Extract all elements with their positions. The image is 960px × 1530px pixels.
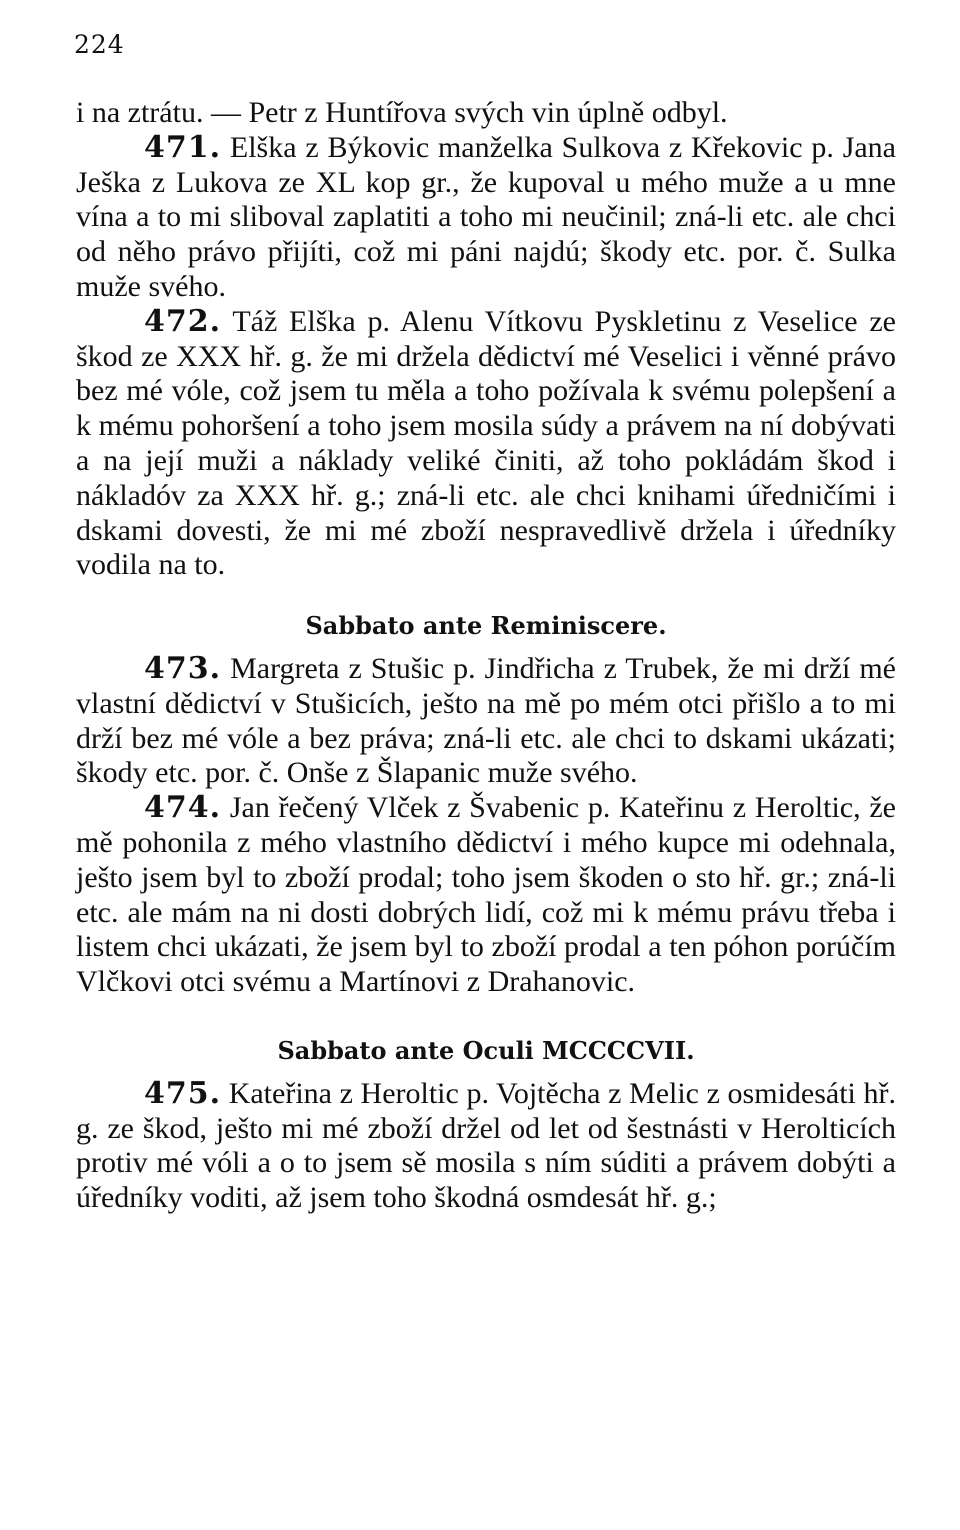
entry-text: Margreta z Stušic p. Jindřicha z Trubek, že mi drží mé vlastní dědictví v Stušicích, ješto na mě po mém otci přišlo a to mi drží bez mé vóle a bez práva; zná-li etc. ale chci to dskami ukázati; škody etc. por. č. Onše z Šlapanic muže svého. — [76, 651, 896, 790]
entry-475 — [76, 1077, 896, 1216]
entry-number: 474. — [144, 790, 222, 826]
entry-text: Jan řečený Vlček z Švabenic p. Kateřinu z Heroltic, že mě pohonila z mého vlastního dědictví i mého kupce mi odehnala, ješto jsem byl to zboží prodal; toho jsem škoden o sto hř. gr.; zná-li etc. ale mám na ni dosti dobrých lidí, což mi k mému právu třeba i listem chci ukázati, že jsem byl to zboží prodal a ten póhon porúčím Vlčkovi otci svému a Martínovi z Drahanovic. — [76, 791, 896, 999]
paragraph-text: i na ztrátu. — Petr z Huntířova svých vin úplně odbyl. — [76, 96, 728, 129]
document-body — [76, 96, 896, 1216]
page-number: 224 — [74, 30, 125, 59]
entry-text: Táž Elška p. Alenu Vítkovu Pyskletinu z Veselice ze škod ze XXX hř. g. že mi držela dědictví mé Veselici i věnné právo bez mé vóle, což jsem tu měla a toho požívala k svému polepšení a k mému pohoršení a toho jsem mosila súdy a právem na ní dobývati a na její muži a náklady veliké činiti, až toho pokládám škod i nákladóv za XXX hř. g.; zná-li etc. ale chci knihami úředničími i dskami dovesti, že mi mé zboží nespravedlivě držela i úředníky vodila na to. — [76, 304, 896, 582]
entry-471 — [76, 131, 896, 305]
entry-text: Elška z Býkovic manželka Sulkova z Křekovic p. Jana Ješka z Lukova ze XL kop gr., že kupoval u mého muže a u mne vína a to mi sliboval zaplatiti a toho mi neučinil; zná-li etc. ale chci od něho právo přijíti, což mi páni najdú; škody etc. por. č. Sulka muže svého. — [76, 130, 896, 303]
entry-473 — [76, 652, 896, 791]
entry-472 — [76, 305, 896, 583]
entry-number: 472. — [144, 303, 222, 339]
entry-number: 475. — [144, 1075, 222, 1111]
section-heading: Sabbato ante Reminiscere. — [305, 611, 667, 641]
entry-text: Kateřina z Heroltic p. Vojtěcha z Melic z osmidesáti hř. g. ze škod, ješto mi mé zboží držel od let od šestnásti v Herolticích protiv mé vóli a o to jsem sě mosila s ním súditi a právem dobýti a úředníky voditi, až jsem toho škodná osmdesát hř. g.; — [76, 1076, 896, 1215]
entry-number: 471. — [144, 129, 222, 165]
paragraph-continuation — [76, 96, 896, 131]
entry-number: 473. — [144, 650, 222, 686]
entry-474 — [76, 791, 896, 1000]
section-heading: Sabbato ante Oculi MCCCCVII. — [277, 1035, 695, 1065]
